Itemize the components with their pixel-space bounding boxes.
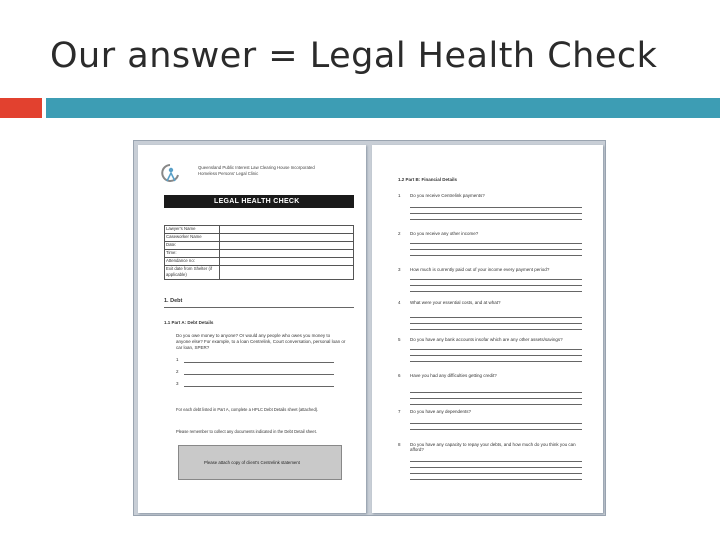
- answer-line[interactable]: [410, 461, 582, 462]
- table-cell-label: Lawyer's Name: [165, 226, 220, 234]
- question-number: 8: [398, 442, 401, 447]
- question-number: 1: [398, 193, 401, 198]
- answer-line[interactable]: [410, 285, 582, 286]
- answer-line[interactable]: [410, 479, 582, 480]
- question-text-line: Do you owe money to anyone? Or would any people who owes you money to: [176, 333, 331, 338]
- table-row: [165, 266, 354, 280]
- answer-line[interactable]: [410, 219, 582, 220]
- section-heading: 1.2 Part B: Financial Details: [398, 177, 458, 182]
- legal-health-check-banner: [164, 195, 354, 208]
- centrelink-statement-box: [178, 445, 342, 480]
- table-cell-label: Attendance no:: [165, 258, 220, 266]
- question-number: 2: [398, 231, 401, 236]
- answer-line[interactable]: [410, 361, 582, 362]
- answer-line[interactable]: [410, 249, 582, 250]
- table-row: [165, 250, 354, 258]
- answer-line[interactable]: [410, 355, 582, 356]
- answer-line[interactable]: [410, 213, 582, 214]
- table-cell-label: Caseworker Name: [165, 234, 220, 242]
- answer-line[interactable]: [410, 207, 582, 208]
- answer-line[interactable]: [410, 467, 582, 468]
- question-text-line: anyone else? For example, to a loan Centrelink, Court conversation, personal loan or: [176, 339, 346, 344]
- answer-line[interactable]: [410, 392, 582, 393]
- answer-line[interactable]: [410, 404, 582, 405]
- org-name: [198, 165, 315, 176]
- question-number: 3: [398, 267, 401, 272]
- table-row: [165, 242, 354, 250]
- answer-line[interactable]: [410, 255, 582, 256]
- question-text: Do you have any capacity to repay your debts, and how much do you think you can afford?: [410, 442, 576, 452]
- client-info-table: [164, 225, 354, 280]
- table-cell-value[interactable]: [220, 242, 354, 250]
- banner-title: LEGAL HEALTH CHECK: [214, 198, 300, 205]
- question-number: 5: [398, 337, 401, 342]
- table-cell-label: Date:: [165, 242, 220, 250]
- qpilch-logo-icon: [160, 163, 180, 185]
- document-screenshot: [133, 140, 606, 516]
- question-text: Have you had any difficulties getting credit?: [410, 373, 497, 378]
- answer-line[interactable]: [184, 386, 334, 387]
- answer-line[interactable]: [410, 323, 582, 324]
- answer-line[interactable]: [410, 473, 582, 474]
- document-page-left: [138, 145, 366, 513]
- table-cell-value[interactable]: [220, 266, 354, 280]
- question-number: 6: [398, 373, 401, 378]
- answer-line[interactable]: [184, 362, 334, 363]
- table-cell-value[interactable]: [220, 250, 354, 258]
- question-number: 7: [398, 409, 401, 414]
- numbered-item-label: 1: [176, 357, 179, 362]
- answer-line[interactable]: [410, 317, 582, 318]
- answer-line[interactable]: [184, 374, 334, 375]
- table-row: [165, 258, 354, 266]
- answer-line[interactable]: [410, 429, 582, 430]
- answer-line[interactable]: [410, 398, 582, 399]
- slide-title: Our answer = Legal Health Check: [50, 36, 658, 76]
- question-text: Do you have any dependents?: [410, 409, 472, 414]
- numbered-item-label: 3: [176, 381, 179, 386]
- question-text: Do you receive Centrelink payments?: [410, 193, 485, 198]
- question-text: Do you receive any other income?: [410, 231, 479, 236]
- note-collect-documents: Please remember to collect any documents indicated in the Debt Detail sheet.: [176, 429, 317, 434]
- table-cell-label: Exit date from Shelter (if applicable): [165, 266, 220, 280]
- question-number: 4: [398, 300, 401, 305]
- table-row: [165, 234, 354, 242]
- numbered-item-label: 2: [176, 369, 179, 374]
- question-text-line: car loan, SPER?: [176, 345, 210, 350]
- accent-bar-teal: [46, 98, 720, 118]
- org-line: Queensland Public Interest Law Clearing House Incorporated: [198, 165, 315, 170]
- answer-line[interactable]: [410, 291, 582, 292]
- answer-line[interactable]: [410, 423, 582, 424]
- grey-box-text: Please attach copy of client's Centrelink statement: [204, 460, 300, 465]
- question-text: Do you have any bank accounts insofar which are any other assets/savings?: [410, 337, 563, 342]
- table-cell-value[interactable]: [220, 226, 354, 234]
- section-rule: [164, 307, 354, 308]
- table-cell-value[interactable]: [220, 258, 354, 266]
- org-line: Homeless Persons' Legal Clinic: [198, 170, 259, 176]
- table-cell-label: Time:: [165, 250, 220, 258]
- question-text: How much is currently paid out of your income every payment period?: [410, 267, 550, 272]
- table-row: [165, 226, 354, 234]
- note-debt-details: For each debt listed in Part A, complete a HPLC Debt Details sheet (attached).: [176, 407, 319, 412]
- answer-line[interactable]: [410, 349, 582, 350]
- answer-line[interactable]: [410, 279, 582, 280]
- document-page-right: [372, 145, 603, 513]
- accent-bar-red: [0, 98, 42, 118]
- question-text: What were your essential costs, and at what?: [410, 300, 501, 305]
- subsection-heading: 1.1 Part A: Debt Details: [164, 320, 214, 325]
- section-heading: 1. Debt: [164, 298, 183, 304]
- table-cell-value[interactable]: [220, 234, 354, 242]
- answer-line[interactable]: [410, 243, 582, 244]
- answer-line[interactable]: [410, 329, 582, 330]
